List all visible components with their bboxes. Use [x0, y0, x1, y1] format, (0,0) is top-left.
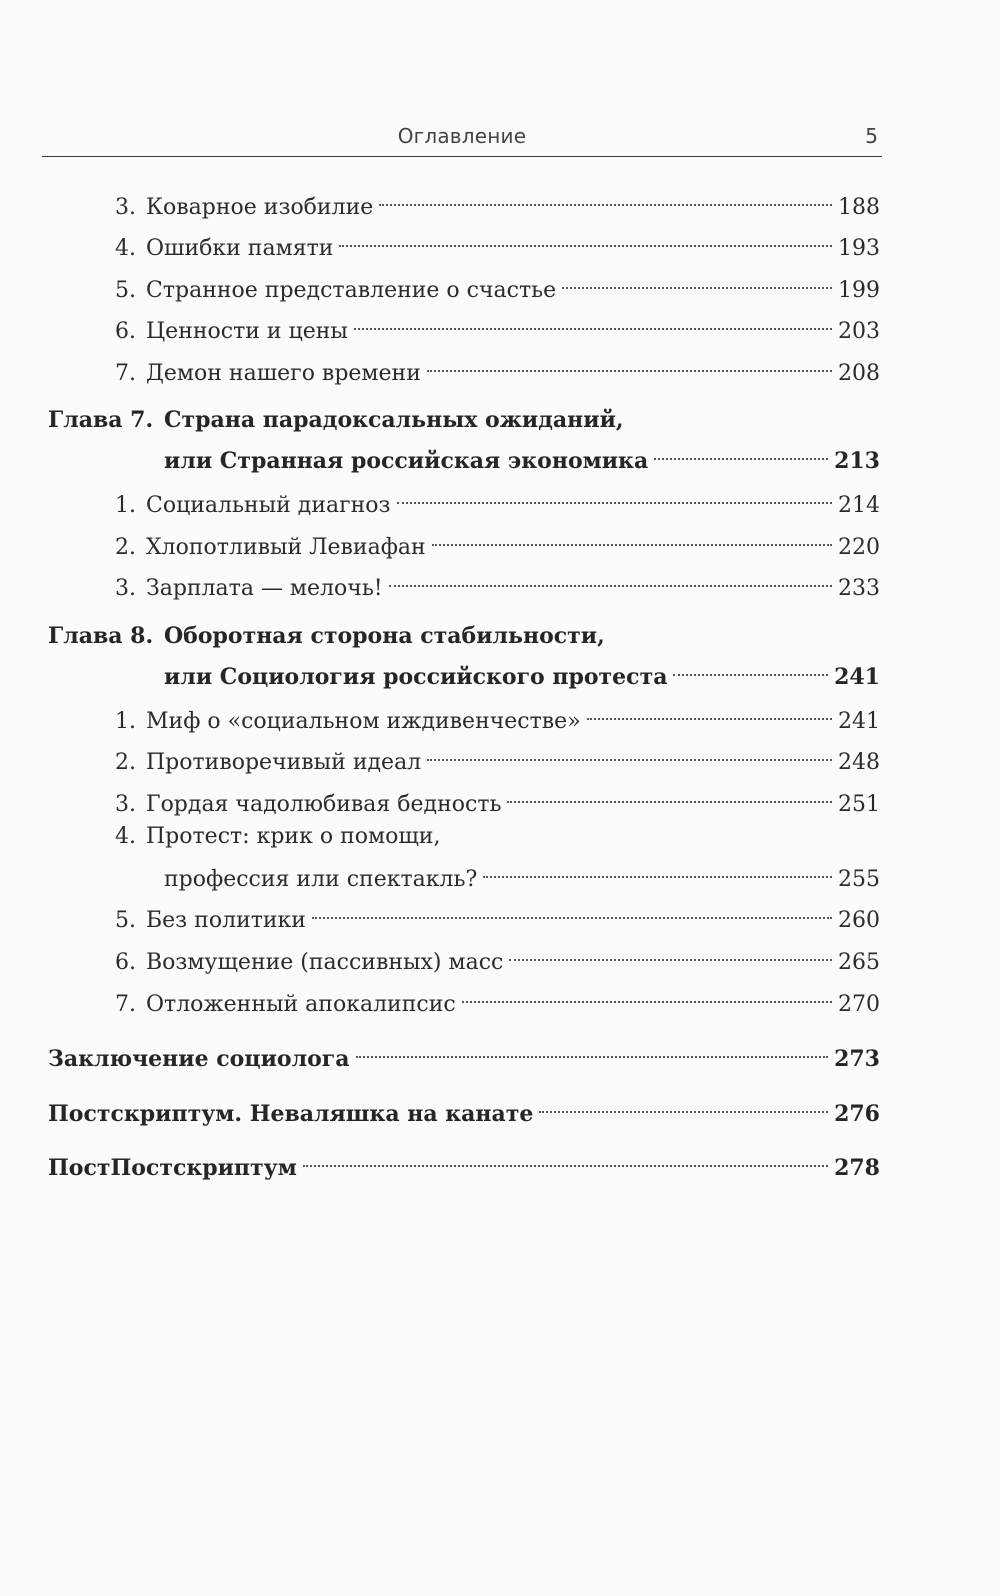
toc-entry-title-cont: профессия или спектакль? — [164, 867, 478, 892]
dot-leader — [432, 524, 832, 554]
dot-leader — [507, 781, 832, 811]
toc-entry-title: Миф о «социальном иждивенчестве» — [146, 709, 581, 734]
running-header — [42, 118, 882, 157]
toc-entry-page: 208 — [838, 361, 880, 386]
toc-entry — [100, 698, 880, 737]
toc-entry-page: 251 — [838, 792, 880, 817]
chapter-page: 241 — [834, 664, 880, 690]
chapter-title-line1: Оборотная сторона стабильности, — [164, 623, 605, 649]
running-title: Оглавление — [397, 124, 527, 148]
chapter-title-line1: Страна парадоксальных ожиданий, — [164, 407, 624, 433]
toc-entry-page: 260 — [838, 908, 880, 933]
toc-entry — [100, 781, 880, 820]
toc-entry-title: Зарплата — мелочь! — [146, 576, 383, 601]
toc-entry — [100, 308, 880, 347]
chapter-8-heading — [48, 621, 605, 651]
toc-entry-page: 199 — [838, 278, 880, 303]
toc-entry-page: 188 — [838, 195, 880, 220]
toc-entry-number: 2. — [115, 535, 136, 560]
toc-top-page: 276 — [834, 1101, 880, 1127]
toc-entry-number: 3. — [115, 576, 136, 601]
toc-entry-page: 193 — [838, 236, 880, 261]
chapter-page: 213 — [834, 448, 880, 474]
toc-entry-title: Коварное изобилие — [146, 195, 374, 220]
toc-entry-page: 214 — [838, 493, 880, 518]
toc-entry-page: 233 — [838, 576, 880, 601]
toc-entry — [100, 981, 880, 1020]
toc-entry — [100, 739, 880, 778]
chapter-7-title-line2 — [164, 438, 880, 476]
toc-entry — [100, 939, 880, 978]
dot-leader — [654, 438, 828, 468]
dot-leader — [562, 267, 832, 297]
toc-entry-number: 7. — [115, 361, 136, 386]
toc-entry-title: Хлопотливый Левиафан — [146, 535, 426, 560]
toc-entry-number: 4. — [115, 824, 136, 849]
dot-leader — [427, 350, 832, 380]
toc-entry-title: Возмущение (пассивных) масс — [146, 950, 504, 975]
toc-entry-page: 241 — [838, 709, 880, 734]
toc-entry-title: Протест: крик о помощи, — [146, 824, 441, 849]
toc-top-title: ПостПостскриптум — [48, 1155, 297, 1181]
toc-entry — [100, 482, 880, 521]
toc-entry-number: 2. — [115, 750, 136, 775]
toc-top-title: Постскриптум. Неваляшка на канате — [48, 1101, 534, 1127]
chapter-title-line2: или Социология российского протеста — [164, 664, 668, 690]
dot-leader — [397, 482, 832, 512]
toc-entry — [100, 184, 880, 223]
toc-entry-title: Странное представление о счастье — [146, 278, 557, 303]
chapter-7-heading — [48, 405, 624, 435]
dot-leader — [339, 225, 832, 255]
dot-leader — [379, 184, 832, 214]
toc-entry-title: Противоречивый идеал — [146, 750, 422, 775]
dot-leader — [354, 308, 832, 338]
dot-leader — [539, 1091, 828, 1121]
toc-entry-page: 220 — [838, 535, 880, 560]
toc-entry-page: 203 — [838, 319, 880, 344]
chapter-label: Глава 7. — [48, 407, 154, 433]
dot-leader — [509, 939, 832, 969]
toc-entry-page: 255 — [838, 867, 880, 892]
dot-leader — [483, 856, 832, 886]
toc-entry — [100, 565, 880, 604]
toc-entry — [100, 267, 880, 306]
toc-entry-number: 3. — [115, 792, 136, 817]
toc-top-entry — [48, 1091, 880, 1129]
chapter-title-line2: или Странная российская экономика — [164, 448, 649, 474]
page-number: 5 — [865, 124, 878, 148]
dot-leader — [303, 1145, 828, 1175]
dot-leader — [587, 698, 832, 728]
toc-entry-title: Социальный диагноз — [146, 493, 391, 518]
chapter-label: Глава 8. — [48, 623, 154, 649]
toc-entry-page: 265 — [838, 950, 880, 975]
toc-entry — [100, 225, 880, 264]
toc-entry-number: 1. — [115, 493, 136, 518]
toc-top-title: Заключение социолога — [48, 1046, 350, 1072]
toc-entry-title: Отложенный апокалипсис — [146, 992, 456, 1017]
toc-top-entry — [48, 1145, 880, 1183]
dot-leader — [312, 897, 832, 927]
dot-leader — [462, 981, 832, 1011]
toc-entry-multiline — [100, 822, 880, 852]
toc-entry-number: 7. — [115, 992, 136, 1017]
chapter-8-title-line2 — [164, 654, 880, 692]
toc-entry-title: Ошибки памяти — [146, 236, 334, 261]
toc-entry-number: 6. — [115, 319, 136, 344]
toc-entry-page: 270 — [838, 992, 880, 1017]
toc-entry — [100, 350, 880, 389]
toc-entry — [100, 524, 880, 563]
toc-entry-number: 3. — [115, 195, 136, 220]
toc-top-entry — [48, 1036, 880, 1074]
toc-entry-title: Гордая чадолюбивая бедность — [146, 792, 502, 817]
toc-entry-number: 4. — [115, 236, 136, 261]
toc-entry-title: Без политики — [146, 908, 306, 933]
toc-entry-number: 5. — [115, 908, 136, 933]
dot-leader — [356, 1036, 829, 1066]
toc-entry-number: 5. — [115, 278, 136, 303]
toc-entry-title: Ценности и цены — [146, 319, 348, 344]
toc-entry-number: 6. — [115, 950, 136, 975]
dot-leader — [427, 739, 832, 769]
toc-entry-title: Демон нашего времени — [146, 361, 421, 386]
dot-leader — [673, 654, 828, 684]
toc-top-page: 273 — [834, 1046, 880, 1072]
toc-top-page: 278 — [834, 1155, 880, 1181]
toc-entry — [100, 897, 880, 936]
dot-leader — [389, 565, 832, 595]
toc-entry-number: 1. — [115, 709, 136, 734]
toc-entry-continuation — [164, 856, 880, 895]
toc-entry-page: 248 — [838, 750, 880, 775]
